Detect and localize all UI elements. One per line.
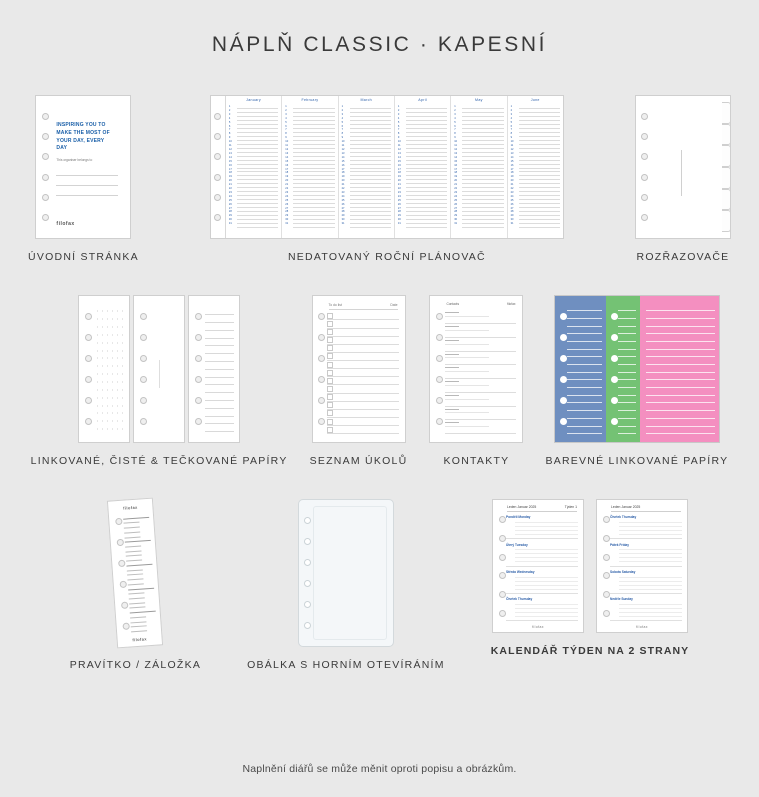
day-numbers: 1 2 3 4 5 6 7 8 9 10 11 12 13 14 15 16 17 18 19 20 21 22 23 24 25 26 27 28 29 30 31 (397, 105, 401, 226)
divider-tab (722, 145, 731, 167)
todo-row (327, 320, 399, 328)
colour-pane-blue (555, 296, 606, 442)
planner-month-column (226, 96, 282, 238)
week-page-header (507, 505, 577, 512)
week-diary-page-right (596, 499, 688, 633)
day-numbers: 1 2 3 4 5 6 7 8 9 10 11 12 13 14 15 16 17 18 19 20 21 22 23 24 25 26 27 28 29 30 31 (285, 105, 289, 226)
hole-icon (214, 174, 221, 181)
hole-icon (214, 113, 221, 120)
product-ruler (70, 499, 201, 673)
contacts-header (446, 302, 515, 306)
hole-icon (318, 376, 325, 383)
contacts-title: Contacts (446, 302, 460, 307)
checkbox-icon (327, 353, 333, 359)
punch-holes (41, 96, 49, 238)
todo-row (327, 394, 399, 402)
hole-icon (85, 355, 92, 362)
brand-logo: filofax (123, 505, 139, 512)
dotted-paper-sheet (78, 295, 130, 443)
divider-tab (722, 189, 731, 211)
planner-month-column (451, 96, 507, 238)
todo-row (327, 426, 399, 434)
hole-icon (195, 397, 202, 404)
week-day-lines (515, 520, 578, 536)
brand-logo: filofax (56, 221, 75, 227)
caption-todo-list: SEZNAM ÚKOLŮ (309, 455, 408, 468)
rule-lines (646, 304, 715, 434)
hole-icon (195, 418, 202, 425)
brand-logo: filofax (507, 302, 516, 307)
checkbox-icon (327, 378, 333, 384)
hole-icon (499, 535, 506, 542)
product-contacts (429, 295, 523, 469)
year-planner-sheet (210, 95, 564, 239)
hole-icon (42, 214, 49, 221)
intro-subline: This organiser belongs to (56, 158, 93, 162)
hole-icon (42, 133, 49, 140)
week-day-label: Středa Wednesday (506, 570, 535, 575)
hole-icon (304, 622, 311, 629)
contact-entry (445, 338, 516, 352)
week-days (506, 514, 578, 621)
hole-icon (214, 133, 221, 140)
contact-entries (445, 310, 516, 434)
hole-icon (140, 376, 147, 383)
intro-headline: INSPIRING YOU TO MAKE THE MOST OF YOUR DAY, EVERY DAY (56, 122, 110, 152)
hole-icon (641, 133, 648, 140)
product-envelope (247, 499, 445, 673)
contact-entry (445, 407, 516, 421)
hole-icon (85, 397, 92, 404)
hole-icon (641, 113, 648, 120)
caption-papers: LINKOVANÉ, ČISTÉ & TEČKOVANÉ PAPÍRY (30, 455, 288, 468)
hole-icon (214, 194, 221, 201)
hole-icon (304, 601, 311, 608)
caption-year-planner: NEDATOVANÝ ROČNÍ PLÁNOVAČ (287, 251, 486, 263)
hole-icon (436, 334, 443, 341)
contact-entry (445, 393, 516, 407)
hole-icon (42, 194, 49, 201)
week-day (506, 596, 578, 621)
month-label: March (360, 98, 372, 102)
day-lines (237, 105, 281, 228)
week-day-lines (515, 575, 578, 591)
hole-icon (499, 516, 506, 523)
checkbox-icon (327, 394, 333, 400)
hole-icon (140, 334, 147, 341)
todo-row (327, 353, 399, 361)
hole-icon (603, 535, 610, 542)
divider-tab (722, 124, 731, 146)
todo-rows (327, 312, 399, 434)
caption-intro-page: ÚVODNÍ STRÁNKA (28, 251, 139, 263)
hole-icon (85, 418, 92, 425)
caption-ruler: PRAVÍTKO / ZÁLOŽKA (69, 659, 202, 672)
hole-icon (499, 591, 506, 598)
todo-row (327, 402, 399, 410)
hole-icon (42, 113, 49, 120)
product-year-planner (210, 95, 564, 265)
week-day-label: Sobota Saturday (610, 570, 636, 575)
week-day-label: Pátek Friday (610, 542, 629, 547)
todo-row (327, 345, 399, 353)
dividers-sheet (635, 95, 731, 239)
footer-note: Naplnění diářů se může měnit oproti popisu a obrázkům. (242, 763, 517, 775)
hole-icon (499, 572, 506, 579)
hole-icon (122, 623, 129, 630)
todo-row (327, 410, 399, 418)
product-row-3 (0, 499, 759, 673)
hole-icon (436, 418, 443, 425)
week-day-label: Čtvrtek Thursday (610, 515, 637, 520)
week-day-lines (619, 520, 682, 536)
contact-entry (445, 324, 516, 338)
week-month-label: Leden Januar 2025 (611, 505, 641, 510)
week-diary-spread (492, 499, 688, 633)
contact-entry (445, 352, 516, 366)
hole-icon (42, 174, 49, 181)
product-colour-papers (545, 295, 728, 469)
dot-grid (95, 308, 123, 432)
hole-icon (140, 418, 147, 425)
day-lines (350, 105, 394, 228)
week-day-lines (515, 548, 578, 564)
brand-logo: filofax (636, 625, 648, 630)
hole-icon (436, 355, 443, 362)
checkbox-icon (327, 337, 333, 343)
hole-icon (603, 516, 610, 523)
hole-icon (116, 539, 123, 546)
hole-icon (85, 376, 92, 383)
week-day (610, 569, 682, 594)
checkbox-icon (327, 410, 333, 416)
contact-entry (445, 310, 516, 324)
week-day (610, 542, 682, 567)
day-lines (293, 105, 337, 228)
hole-icon (119, 581, 126, 588)
week-day (506, 514, 578, 539)
divider-spine-mark (681, 150, 682, 196)
planner-month-columns (226, 96, 563, 238)
week-number-label: Týden 1 (564, 505, 578, 510)
hole-icon (42, 153, 49, 160)
hole-icon (641, 194, 648, 201)
todo-row (327, 418, 399, 426)
planner-binder-edge (211, 96, 226, 238)
checkbox-icon (327, 329, 333, 335)
checkbox-icon (327, 370, 333, 376)
week-page-header (611, 505, 681, 512)
todo-row (327, 312, 399, 320)
hole-icon (499, 610, 506, 617)
rule-lines (567, 304, 602, 434)
hole-icon (603, 554, 610, 561)
caption-contacts: KONTAKTY (443, 455, 510, 468)
page-title: NÁPLŇ CLASSIC · KAPESNÍ (211, 33, 548, 56)
divider-tab (722, 102, 731, 124)
hole-icon (318, 418, 325, 425)
week-day-label: Neděle Sunday (610, 597, 633, 602)
todo-row (327, 377, 399, 385)
day-numbers: 1 2 3 4 5 6 7 8 9 10 11 12 13 14 15 16 17 18 19 20 21 22 23 24 25 26 27 28 29 30 31 (341, 105, 345, 226)
week-day (506, 569, 578, 594)
week-day-lines (619, 602, 682, 618)
planner-month-column (282, 96, 338, 238)
plain-paper-sheet (133, 295, 185, 443)
week-day-label: Čtvrtek Thursday (506, 597, 533, 602)
hole-icon (641, 153, 648, 160)
punch-holes (641, 96, 649, 238)
caption-dividers: ROZŘAZOVAČE (636, 251, 730, 263)
week-diary-page-left (492, 499, 584, 633)
papers-trio (78, 295, 240, 443)
rule-lines (205, 308, 234, 432)
hole-icon (140, 313, 147, 320)
intro-write-lines (56, 166, 118, 196)
week-month-label: Leden Januar 2025 (507, 505, 537, 510)
divider-tabs (722, 102, 731, 232)
hole-icon (304, 580, 311, 587)
punch-holes (304, 500, 312, 646)
checkbox-icon (327, 402, 333, 408)
hole-icon (195, 355, 202, 362)
checkbox-icon (327, 345, 333, 351)
week-day-label: Úterý Tuesday (506, 542, 528, 547)
product-row-1 (0, 95, 759, 265)
hole-icon (85, 334, 92, 341)
day-lines (406, 105, 450, 228)
hole-icon (140, 397, 147, 404)
product-todo-list (310, 295, 408, 469)
week-day (610, 596, 682, 621)
punch-holes (84, 296, 92, 442)
checkbox-icon (327, 427, 333, 433)
product-dividers (635, 95, 731, 265)
envelope-sheet (298, 499, 394, 647)
lined-paper-sheet (188, 295, 240, 443)
product-week-diary (491, 499, 690, 659)
ruler-sheet (107, 498, 163, 649)
hole-icon (214, 153, 221, 160)
week-day-lines (619, 575, 682, 591)
day-lines (519, 105, 563, 228)
todo-list-sheet (312, 295, 406, 443)
contact-entry (445, 365, 516, 379)
punch-holes (194, 296, 202, 442)
todo-row (327, 369, 399, 377)
punch-holes (602, 500, 610, 632)
checkbox-icon (327, 321, 333, 327)
brand-logo: filofax (532, 625, 544, 630)
hole-icon (304, 538, 311, 545)
todo-row (327, 329, 399, 337)
todo-title: To do list (328, 303, 342, 308)
week-day-label: Pondělí Monday (506, 515, 531, 520)
day-numbers: 1 2 3 4 5 6 7 8 9 10 11 12 13 14 15 16 17 18 19 20 21 22 23 24 25 26 27 28 29 30 31 (454, 105, 458, 226)
week-day (506, 542, 578, 567)
day-lines (462, 105, 506, 228)
planner-month-column (395, 96, 451, 238)
month-label: June (530, 98, 540, 102)
hole-icon (436, 313, 443, 320)
hole-icon (318, 313, 325, 320)
month-label: May (475, 98, 483, 102)
week-day-lines (515, 602, 578, 618)
hole-icon (603, 572, 610, 579)
hole-icon (641, 214, 648, 221)
hole-icon (214, 214, 221, 221)
todo-date-label: Date (390, 303, 398, 308)
day-numbers: 1 2 3 4 5 6 7 8 9 10 11 12 13 14 15 16 17 18 19 20 21 22 23 24 25 26 27 28 29 30 31 (510, 105, 514, 226)
punch-holes (498, 500, 506, 632)
hole-icon (318, 397, 325, 404)
checkbox-icon (327, 386, 333, 392)
contacts-sheet (429, 295, 523, 443)
colour-papers-sheet (554, 295, 720, 443)
day-numbers: 1 2 3 4 5 6 7 8 9 10 11 12 13 14 15 16 17 18 19 20 21 22 23 24 25 26 27 28 29 30 31 (228, 105, 232, 226)
caption-colour-papers: BAREVNÉ LINKOVANÉ PAPÍRY (545, 455, 729, 468)
hole-icon (195, 376, 202, 383)
month-label: April (418, 98, 427, 102)
punch-holes (318, 296, 326, 442)
punch-holes (435, 296, 443, 442)
product-papers (31, 295, 288, 469)
todo-row (327, 337, 399, 345)
punch-holes (214, 96, 222, 238)
checkbox-icon (327, 362, 333, 368)
caption-week-diary: KALENDÁŘ TÝDEN NA 2 STRANY (490, 645, 690, 658)
hole-icon (603, 591, 610, 598)
hole-icon (195, 334, 202, 341)
checkbox-icon (327, 313, 333, 319)
contact-entry (445, 379, 516, 393)
punch-holes (139, 296, 147, 442)
checkbox-icon (327, 419, 333, 425)
colour-pane-pink (640, 296, 719, 442)
hole-icon (318, 334, 325, 341)
hole-icon (85, 313, 92, 320)
divider-tab (722, 210, 731, 232)
hole-icon (499, 554, 506, 561)
todo-row (327, 385, 399, 393)
planner-month-column (508, 96, 563, 238)
hole-icon (195, 313, 202, 320)
week-day-lines (619, 548, 682, 564)
contact-entry (445, 420, 516, 434)
hole-icon (436, 376, 443, 383)
plain-sheet-mark (159, 360, 160, 388)
caption-envelope: OBÁLKA S HORNÍM OTEVÍRÁNÍM (247, 659, 445, 672)
planner-month-column (339, 96, 395, 238)
hole-icon (304, 517, 311, 524)
month-label: January (246, 98, 262, 102)
month-label: February (301, 98, 319, 102)
brand-logo: filofax (132, 636, 148, 643)
todo-row (327, 361, 399, 369)
hole-icon (641, 174, 648, 181)
intro-page-sheet (35, 95, 131, 239)
colour-pane-green (606, 296, 640, 442)
hole-icon (121, 602, 128, 609)
product-row-2 (0, 295, 759, 469)
rule-lines (618, 304, 636, 434)
hole-icon (603, 610, 610, 617)
hole-icon (436, 397, 443, 404)
divider-tab (722, 167, 731, 189)
product-intro-page (28, 95, 139, 265)
week-days (610, 514, 682, 621)
hole-icon (115, 518, 122, 525)
hole-icon (304, 559, 311, 566)
todo-header (329, 303, 398, 310)
hole-icon (118, 560, 125, 567)
hole-icon (318, 355, 325, 362)
week-day (610, 514, 682, 539)
hole-icon (140, 355, 147, 362)
